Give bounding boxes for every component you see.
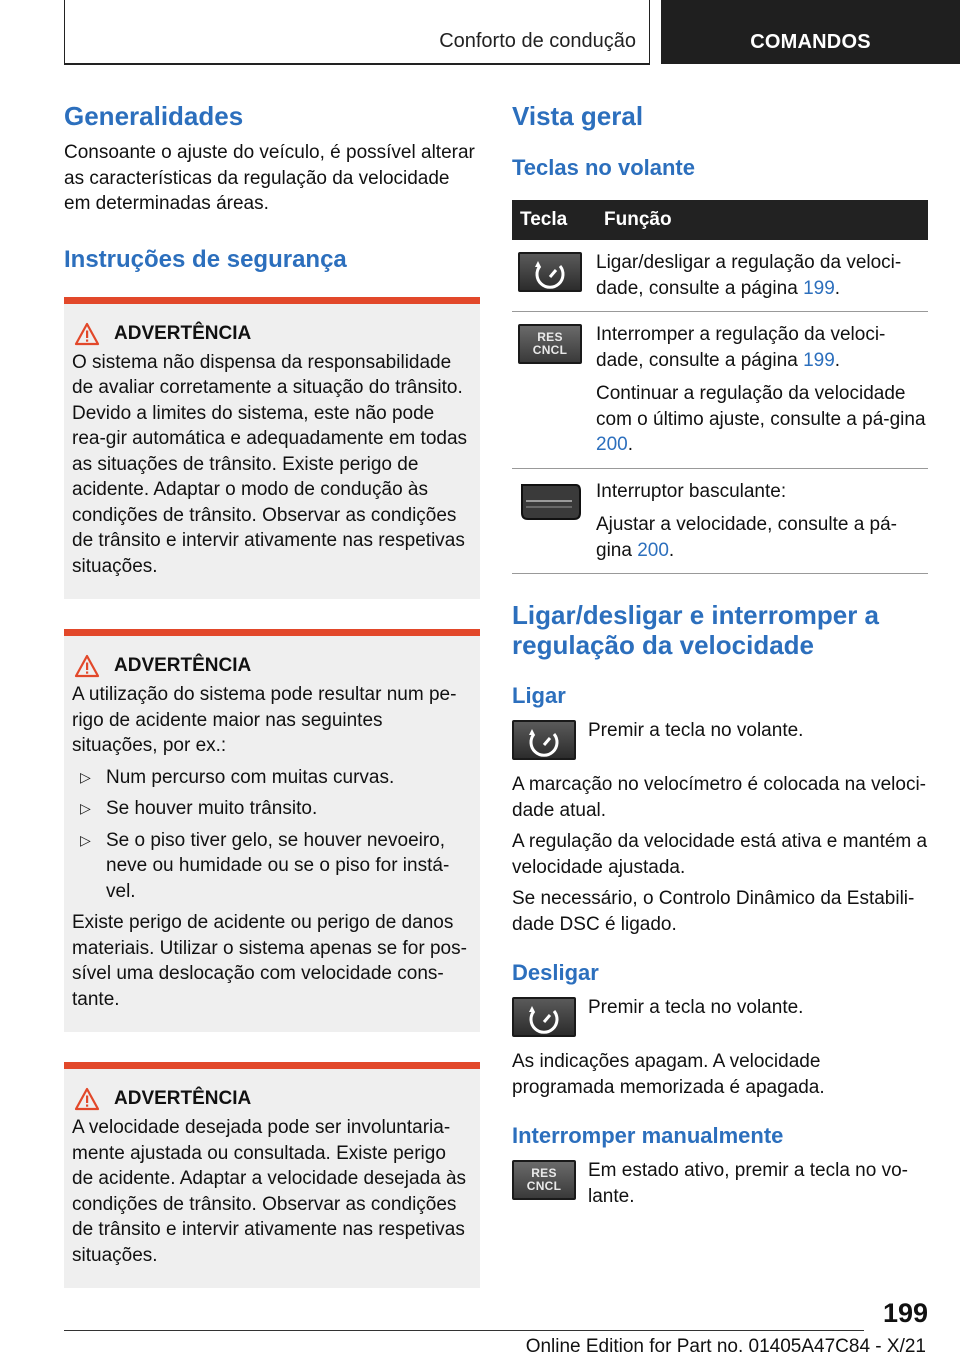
bullet-triangle-icon: ▷ (80, 768, 91, 785)
warning-box-3 (64, 1062, 480, 1288)
on-paragraph-2: A regulação da velocidade está ativa e mantém a velocidade ajustada. (512, 831, 928, 878)
page-link[interactable]: 199 (803, 277, 835, 299)
speedometer-icon (514, 722, 574, 758)
table-header-function: Função (596, 200, 928, 240)
off-key-instruction: Premir a tecla no volante. (512, 995, 928, 1037)
off-heading: Desligar (512, 960, 599, 985)
general-heading: Generalidades (64, 101, 244, 131)
table-header-row (512, 200, 928, 240)
cruise-control-key-icon (518, 252, 582, 292)
page-number: 199 (882, 1298, 928, 1328)
warning-triangle-icon (74, 654, 100, 678)
table-row: RES CNCL Interromper a regulação da veloci-dade, consulte a página 199. Continuar a regulação da velocidade com o último ajuste, consulte a pá-gina 200. (512, 312, 928, 469)
off-paragraph-1: As indicações apagam. A velocidade programada memorizada é apagada. (512, 1051, 825, 1098)
table-row: Interruptor basculante: Ajustar a velocidade, consulte a pá-gina 200. (512, 468, 928, 574)
warning-title (72, 1087, 472, 1111)
safety-heading: Instruções de segurança (64, 245, 347, 273)
warning-box-2 (64, 629, 480, 1032)
bullet-triangle-icon: ▷ (80, 800, 91, 816)
warning-outro: Existe perigo de acidente ou perigo de danos materiais. Utilizar o sistema apenas se for pos-sível uma deslocação com velocidade cons-tante. (72, 912, 467, 1010)
table-row: Ligar/desligar a regulação da veloci-dade, consulte a página 199. (512, 240, 928, 312)
on-heading: Ligar (512, 683, 566, 708)
footer-rule (64, 1330, 864, 1331)
warning-title-text: ADVERTÊNCIA (114, 322, 252, 344)
footer-edition-text: Online Edition for Part no. 01405A47C84 - X/21 (525, 1336, 926, 1357)
keys-table (512, 200, 928, 574)
warning-intro: A utilização do sistema pode resultar num pe-rigo de acidente maior nas seguintes situações, por ex.: (72, 684, 457, 756)
list-item: ▷ Num percurso com muitas curvas. (72, 765, 472, 791)
manual-heading: Interromper manualmente (512, 1123, 784, 1148)
general-text: Consoante o ajuste do veículo, é possível alterar as características da regulação da velocidade em determinadas áreas. (64, 142, 475, 214)
onoff-heading: Ligar/desligar e interromper a regulação da velocidade (512, 600, 880, 660)
res-cncl-key-icon: RES CNCL (518, 324, 582, 364)
cruise-control-key-icon (512, 997, 576, 1037)
left-column (64, 100, 480, 1288)
header-bottom-rule (64, 63, 650, 65)
cruise-control-key-icon (512, 720, 576, 760)
page-link[interactable]: 200 (596, 434, 628, 455)
warning-text: O sistema não dispensa da responsabilidade de avaliar corretamente a situação do trânsito. Devido a limites do sistema, este não pode rea-gir automática e adequadamente em todas as situações de trânsito. Existe perigo de acidente. Adaptar o modo de condução às condições de trânsito. Observar as condições de trânsito e intervir ativamente nas respetivas situações. (72, 351, 468, 577)
res-cncl-key-icon: RES CNCL (512, 1160, 576, 1200)
speedometer-icon (520, 254, 580, 290)
warning-bullet-list (72, 765, 472, 905)
warning-title (72, 654, 472, 678)
header-chapter-tab: COMANDOS (661, 0, 960, 64)
bullet-triangle-icon: ▷ (80, 831, 91, 848)
table-header-key: Tecla (512, 200, 596, 240)
warning-text: A velocidade desejada pode ser involuntaria-mente ajustada ou consultada. Existe perigo de acidente. Adaptar a velocidade desejada às condições de trânsito. Observar as condições de trânsito e intervir ativamente nas respetivas situações. (72, 1117, 467, 1266)
header-section-title: Conforto de condução (439, 30, 636, 52)
warning-triangle-icon (74, 322, 100, 346)
on-key-instruction: Premir a tecla no volante. (512, 718, 928, 760)
warning-title-text: ADVERTÊNCIA (114, 1088, 252, 1109)
keys-heading: Teclas no volante (512, 155, 695, 180)
warning-title-text: ADVERTÊNCIA (114, 655, 252, 676)
manual-key-instruction: RES CNCL Em estado ativo, premir a tecla no vo-lante. (512, 1158, 928, 1209)
overview-heading: Vista geral (512, 101, 644, 131)
list-item: ▷ Se o piso tiver gelo, se houver nevoeiro, neve ou humidade ou se o piso for instá-vel. (80, 829, 450, 902)
right-column (512, 100, 928, 1209)
list-item: ▷ Se houver muito trânsito. (72, 796, 472, 822)
page-link[interactable]: 199 (803, 349, 835, 371)
warning-box-1 (64, 297, 480, 600)
warning-triangle-icon (74, 1087, 100, 1111)
header-left-rule (64, 0, 65, 64)
on-paragraph-1: A marcação no velocímetro é colocada na veloci-dade atual. (512, 774, 926, 821)
page-link[interactable]: 200 (637, 539, 669, 561)
header-divider (649, 0, 650, 64)
warning-title (72, 322, 472, 346)
on-paragraph-3: Se necessário, o Controlo Dinâmico da Estabili-dade DSC é ligado. (512, 888, 915, 935)
rocker-switch-icon (518, 481, 582, 521)
speedometer-icon (514, 999, 574, 1035)
